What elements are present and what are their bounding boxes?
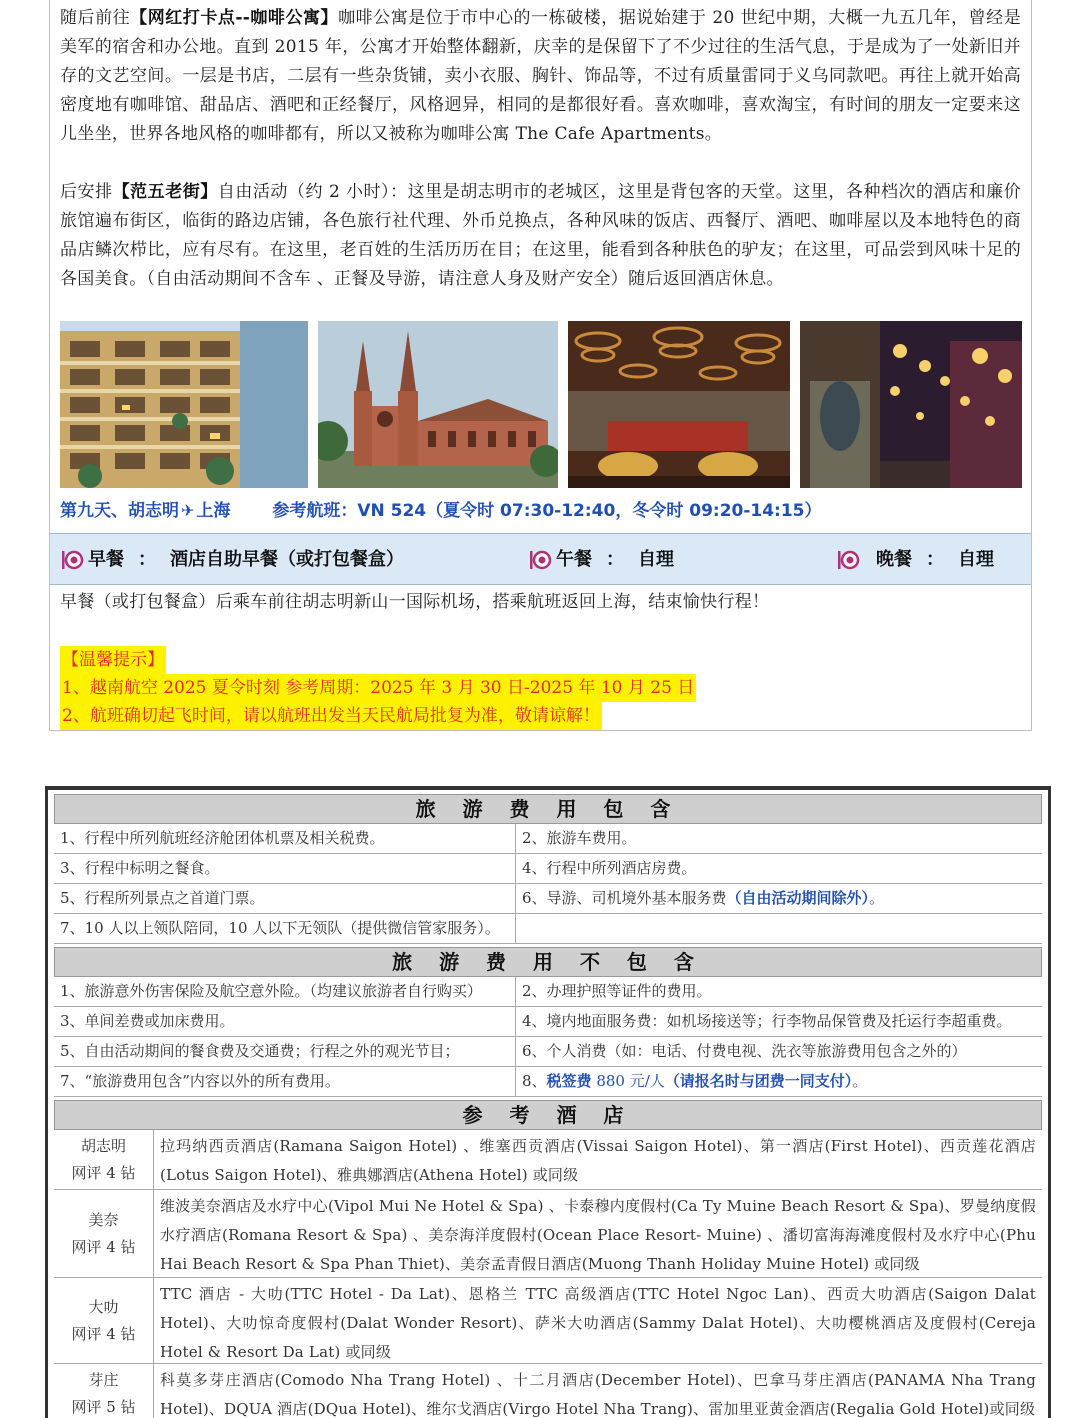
p1-prefix: 随后前往 xyxy=(60,8,131,28)
hotels-table xyxy=(54,1130,1042,1418)
city-rating: 网评 4 钻 xyxy=(71,1237,136,1256)
city-name: 芽庄 xyxy=(88,1371,119,1389)
hotel-row xyxy=(54,1278,1042,1364)
day-title-origin: 第九天、胡志明 xyxy=(60,501,179,521)
city-rating: 网评 4 钻 xyxy=(71,1163,136,1182)
included-table xyxy=(54,824,1042,944)
tip-item: 2、航班确切起飞时间，请以航班出发当天民航局批复为准，敬请谅解！ xyxy=(60,702,602,730)
table-cell: 4、境内地面服务费：如机场接送等；行李物品保管费及托运行李超重费。 xyxy=(522,1012,1012,1030)
hotel-list: 拉玛纳西贡酒店(Ramana Saigon Hotel) 、维塞西贡酒店(Vissai Saigon Hotel)、第一酒店(First Hotel)、西贡莲花酒店(Lotus Saigon Hotel)、雅典娜酒店(Athena Hotel) 或同级 xyxy=(160,1137,1036,1184)
breakfast-label: 早餐 xyxy=(88,549,124,570)
city-rating: 网评 4 钻 xyxy=(71,1324,136,1343)
hotel-row xyxy=(54,1130,1042,1190)
p1-text: 咖啡公寓是位于市中心的一栋破楼，据说始建于 20 世纪中期，大概一九五几年，曾经是美军的宿舍和办公地。直到 2015 年，公寓才开始整体翻新，庆幸的是保留下了不少过往的生活气息，于是成为了一处新旧并存的文艺空间。一层是书店，二层有一些杂货铺，卖小衣服、胸针、饰品等，不过有质量雷同于义乌同款吧。再往上就开始高密度地有咖啡馆、甜品店、酒吧和正经餐厅，风格迥异，相同的是都很好看。喜欢咖啡，喜欢淘宝，有时间的朋友一定要来这儿坐坐，世界各地风格的咖啡都有，所以又被称为咖啡公寓 The Cafe Apartments。 xyxy=(60,8,1022,144)
table-cell: 6、个人消费（如：电话、付费电视、洗衣等旅游费用包含之外的） xyxy=(522,1042,967,1060)
breakfast xyxy=(60,534,404,586)
meals-bar xyxy=(50,533,1031,585)
p2-prefix: 后安排 xyxy=(60,182,113,202)
table-row xyxy=(54,1067,1042,1097)
table-cell: 2、旅游车费用。 xyxy=(522,829,637,847)
hotel-city-cell xyxy=(54,1364,154,1418)
day-nine-header xyxy=(50,494,1031,528)
cathedral-photo xyxy=(318,321,558,488)
city-name: 美奈 xyxy=(88,1210,119,1229)
hotel-list: 维波美奈酒店及水疗中心(Vipol Mui Ne Hotel & Spa) 、卡泰穆内度假村(Ca Ty Muine Beach Resort & Spa)、罗曼纳度假水疗酒店(Romana Resort & Spa) 、美奈海洋度假村(Ocean Place Resort- Muine) 、潘切富海海滩度假村及水疗中心(Phu Hai Beach Resort & Spa Phan Thiet)、美奈孟青假日酒店(Muong Thanh Holiday Muine Hotel) 或同级 xyxy=(160,1197,1036,1273)
table-cell: 3、单间差费或加床费用。 xyxy=(54,1007,516,1036)
table-row xyxy=(54,1037,1042,1067)
temple-incense-photo xyxy=(568,321,790,488)
table-cell xyxy=(516,914,1040,943)
meal-separator: ： xyxy=(606,549,624,570)
hotel-city-cell xyxy=(54,1278,154,1363)
hotel-city-cell xyxy=(54,1190,154,1277)
excluded-table xyxy=(54,977,1042,1097)
dining-icon xyxy=(528,549,552,571)
city-name: 胡志明 xyxy=(80,1136,126,1155)
warm-tips xyxy=(60,646,696,730)
city-rating: 网评 5 钻 xyxy=(71,1398,136,1416)
table-cell: 7、“旅游费用包含”内容以外的所有费用。 xyxy=(54,1067,516,1096)
table-row xyxy=(54,854,1042,884)
dinner-label: 晚餐 xyxy=(876,549,912,570)
table-cell: 5、行程所列景点之首道门票。 xyxy=(54,884,516,913)
lunch-value: 自理 xyxy=(638,549,674,570)
cell-text: 6、导游、司机境外基本服务费 xyxy=(522,889,727,907)
dining-icon xyxy=(60,549,84,571)
table-cell: 3、行程中标明之餐食。 xyxy=(54,854,516,883)
table-row xyxy=(54,884,1042,914)
p1-highlight: 【网红打卡点--咖啡公寓】 xyxy=(130,8,339,28)
fee-section xyxy=(45,786,1051,1418)
cafe-apartment-paragraph xyxy=(50,4,1031,149)
table-cell: 4、行程中所列酒店房费。 xyxy=(522,859,697,877)
visa-fee-price: 880 元/人 xyxy=(591,1072,665,1090)
meal-separator: ： xyxy=(138,549,156,570)
table-cell: 5、自由活动期间的餐食费及交通费；行程之外的观光节目； xyxy=(54,1037,516,1066)
reference-flight: 参考航班：VN 524（夏令时 07:30-12:40，冬令时 09:20-14:15） xyxy=(272,501,822,521)
tips-title: 【温馨提示】 xyxy=(60,646,166,674)
free-time-exception: （自由活动期间除外） xyxy=(726,889,870,907)
day-nine-description: 早餐（或打包餐盒）后乘车前往胡志明新山一国际机场，搭乘航班返回上海，结束愉快行程！ xyxy=(60,592,770,612)
visa-fee-label: 税签费 xyxy=(546,1072,592,1090)
table-cell: 1、旅游意外伤害保险及航空意外险。（均建议旅游者自行购买） xyxy=(54,977,516,1006)
city-name: 大叻 xyxy=(88,1297,119,1316)
dinner xyxy=(836,534,994,586)
hotel-list: 科莫多芽庄酒店(Comodo Nha Trang Hotel) 、十二月酒店(December Hotel)、巴拿马芽庄酒店(PANAMA Nha Trang Hotel)、DQUA 酒店(DQua Hotel)、维尔戈酒店(Virgo Hotel Nha Trang)、雷加里亚黄金酒店(Regalia Gold Hotel)或同级 xyxy=(160,1371,1036,1418)
p2-highlight: 【范五老街】 xyxy=(112,182,218,202)
tip-item: 1、越南航空 2025 夏令时刻 参考周期：2025 年 3 月 30 日-2025 年 10 月 25 日 xyxy=(60,674,696,702)
hotel-city-cell xyxy=(54,1130,154,1189)
excluded-title: 旅 游 费 用 不 包 含 xyxy=(54,947,1042,977)
table-row xyxy=(54,977,1042,1007)
lunch-label: 午餐 xyxy=(556,549,592,570)
cell-tail: 。 xyxy=(869,889,885,907)
table-cell: 1、行程中所列航班经济舱团体机票及相关税费。 xyxy=(54,824,516,853)
table-row xyxy=(54,914,1042,944)
apartment-building-photo xyxy=(60,321,308,488)
visa-fee-note: （请报名时与团费一同支付） xyxy=(664,1072,853,1090)
night-street-photo xyxy=(800,321,1022,488)
table-cell: 2、办理护照等证件的费用。 xyxy=(522,982,712,1000)
hotel-list: TTC 酒店 - 大叻(TTC Hotel - Da Lat)、恩格兰 TTC 高级酒店(TTC Hotel Ngoc Lan)、西贡大叻酒店(Saigon Dalat Hotel)、大叻惊奇度假村(Dalat Wonder Resort)、萨米大叻酒店(Sammy Dalat Hotel)、大叻樱桃酒店及度假村(Cereja Hotel & Resort Da Lat) 或同级 xyxy=(160,1285,1036,1361)
dinner-value: 自理 xyxy=(958,549,994,570)
p2-text: 自由活动（约 2 小时）：这里是胡志明市的老城区，这里是背包客的天堂。这里，各种档次的酒店和廉价旅馆遍布街区，临街的路边店铺，各色旅行社代理、外币兑换点，各种风味的饭店、西餐厅、酒吧、咖啡屋以及本地特色的商品店鳞次栉比，应有尽有。在这里，老百姓的生活历历在目；在这里，能看到各种肤色的驴友；在这里，可品尝到风味十足的各国美食。（自由活动期间不含车 、正餐及导游，请注意人身及财产安全）随后返回酒店休息。 xyxy=(60,182,1021,289)
hotels-title: 参 考 酒 店 xyxy=(54,1100,1042,1130)
cell-tail: 。 xyxy=(852,1072,868,1090)
pham-ngu-lao-paragraph xyxy=(50,178,1031,294)
day-title-destination: 上海 xyxy=(196,501,231,521)
included-title: 旅 游 费 用 包 含 xyxy=(54,794,1042,824)
breakfast-value: 酒店自助早餐（或打包餐盒） xyxy=(170,549,404,570)
table-cell xyxy=(516,884,1040,913)
itinerary-section xyxy=(49,0,1032,731)
hotel-row xyxy=(54,1190,1042,1278)
dining-icon xyxy=(836,549,860,571)
lunch xyxy=(528,534,674,586)
hotel-row xyxy=(54,1364,1042,1418)
table-row xyxy=(54,824,1042,854)
cell-text: 8、 xyxy=(522,1072,547,1090)
meal-separator: ： xyxy=(926,549,944,570)
table-cell: 7、10 人以上领队陪同，10 人以下无领队（提供微信管家服务）。 xyxy=(54,914,516,943)
plane-icon: ✈ xyxy=(181,501,195,520)
table-row xyxy=(54,1007,1042,1037)
table-cell xyxy=(516,1067,1040,1096)
